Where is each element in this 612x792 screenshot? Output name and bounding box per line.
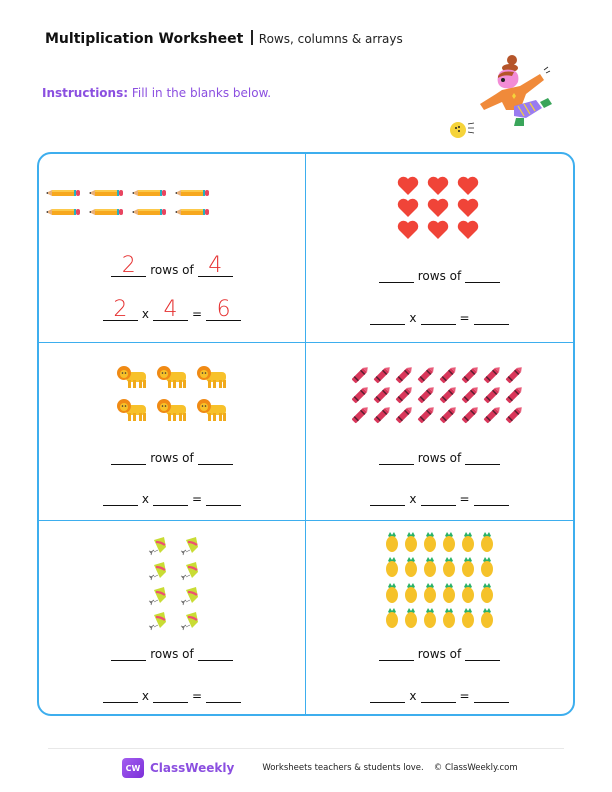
factor-a-blank[interactable] <box>370 306 405 325</box>
factor-b-blank[interactable] <box>421 487 456 506</box>
factor-b-blank[interactable] <box>421 684 456 703</box>
factor-a-blank[interactable] <box>370 684 405 703</box>
copyright: © ClassWeekly.com <box>433 763 518 773</box>
problem-card-3 <box>39 343 306 521</box>
columns-blank[interactable] <box>465 264 500 283</box>
crayon-icon <box>352 367 528 425</box>
multiplication-equation: x = <box>39 684 305 703</box>
rows-blank[interactable] <box>379 642 414 661</box>
crayon-array <box>306 367 573 425</box>
problem-card-1 <box>39 154 306 343</box>
title-divider <box>251 30 253 45</box>
rows-blank[interactable] <box>379 446 414 465</box>
instructions-label: Instructions: <box>42 86 129 100</box>
factor-a-blank[interactable] <box>103 684 138 703</box>
instructions-text: Fill in the blanks below. <box>128 86 272 100</box>
product-blank[interactable] <box>474 684 509 703</box>
lion-array <box>39 363 305 425</box>
columns-blank[interactable] <box>198 642 233 661</box>
page-title: Multiplication Worksheet <box>45 31 244 47</box>
page-subtitle: Rows, columns & arrays <box>258 32 403 46</box>
rows-of-sentence: rows of <box>306 264 573 283</box>
brand-name: ClassWeekly <box>150 761 235 775</box>
rows-of-sentence: rows of <box>39 446 305 465</box>
pencil-array <box>39 189 305 216</box>
rows-of-sentence: rows of <box>39 642 305 661</box>
kite-icon <box>144 534 200 634</box>
multiplication-equation: x = <box>306 487 573 506</box>
factor-b-blank[interactable] <box>421 306 456 325</box>
rows-blank[interactable] <box>111 642 146 661</box>
factor-b-blank[interactable] <box>153 487 188 506</box>
product-blank[interactable] <box>206 684 241 703</box>
heart-array <box>306 176 573 242</box>
columns-blank[interactable]: 4 <box>198 258 233 277</box>
problem-card-2 <box>306 154 573 343</box>
factor-a-blank[interactable] <box>370 487 405 506</box>
product-blank[interactable] <box>206 487 241 506</box>
rows-of-sentence: rows of <box>306 446 573 465</box>
pencil-icon <box>46 189 298 197</box>
rows-of-sentence: rows of <box>306 642 573 661</box>
columns-blank[interactable] <box>198 446 233 465</box>
bowling-ball-icon <box>450 122 466 138</box>
factor-b-blank[interactable] <box>153 684 188 703</box>
multiplication-equation: 2 x 4 = 6 <box>39 302 305 321</box>
product-blank[interactable] <box>474 487 509 506</box>
kite-array <box>39 534 305 634</box>
rows-blank[interactable] <box>111 446 146 465</box>
heart-icon <box>397 176 483 242</box>
pencil-icon <box>46 208 298 216</box>
pineapple-icon <box>384 531 496 631</box>
classweekly-logo-icon: CW <box>122 758 144 778</box>
factor-b-blank[interactable]: 4 <box>153 302 188 321</box>
multiplication-equation: x = <box>39 487 305 506</box>
footer <box>122 758 518 778</box>
problem-card-5 <box>39 521 306 714</box>
bowling-girl-illustration <box>440 46 570 146</box>
multiplication-equation: x = <box>306 684 573 703</box>
instructions <box>42 86 271 100</box>
columns-blank[interactable] <box>465 446 500 465</box>
tagline: Worksheets teachers & students love. <box>262 763 424 773</box>
multiplication-equation: x = <box>306 306 573 325</box>
problem-card-4 <box>306 343 573 521</box>
factor-a-blank[interactable] <box>103 487 138 506</box>
rows-blank[interactable] <box>379 264 414 283</box>
pineapple-array <box>306 531 573 631</box>
columns-blank[interactable] <box>465 642 500 661</box>
problem-grid <box>37 152 575 716</box>
factor-a-blank[interactable]: 2 <box>103 302 138 321</box>
problem-card-6 <box>306 521 573 714</box>
product-blank[interactable] <box>474 306 509 325</box>
lion-icon <box>116 363 228 425</box>
worksheet-header <box>45 28 403 47</box>
rows-blank[interactable]: 2 <box>111 258 146 277</box>
rows-of-sentence: 2 rows of 4 <box>39 258 305 277</box>
footer-divider <box>48 748 564 749</box>
product-blank[interactable]: 6 <box>206 302 241 321</box>
